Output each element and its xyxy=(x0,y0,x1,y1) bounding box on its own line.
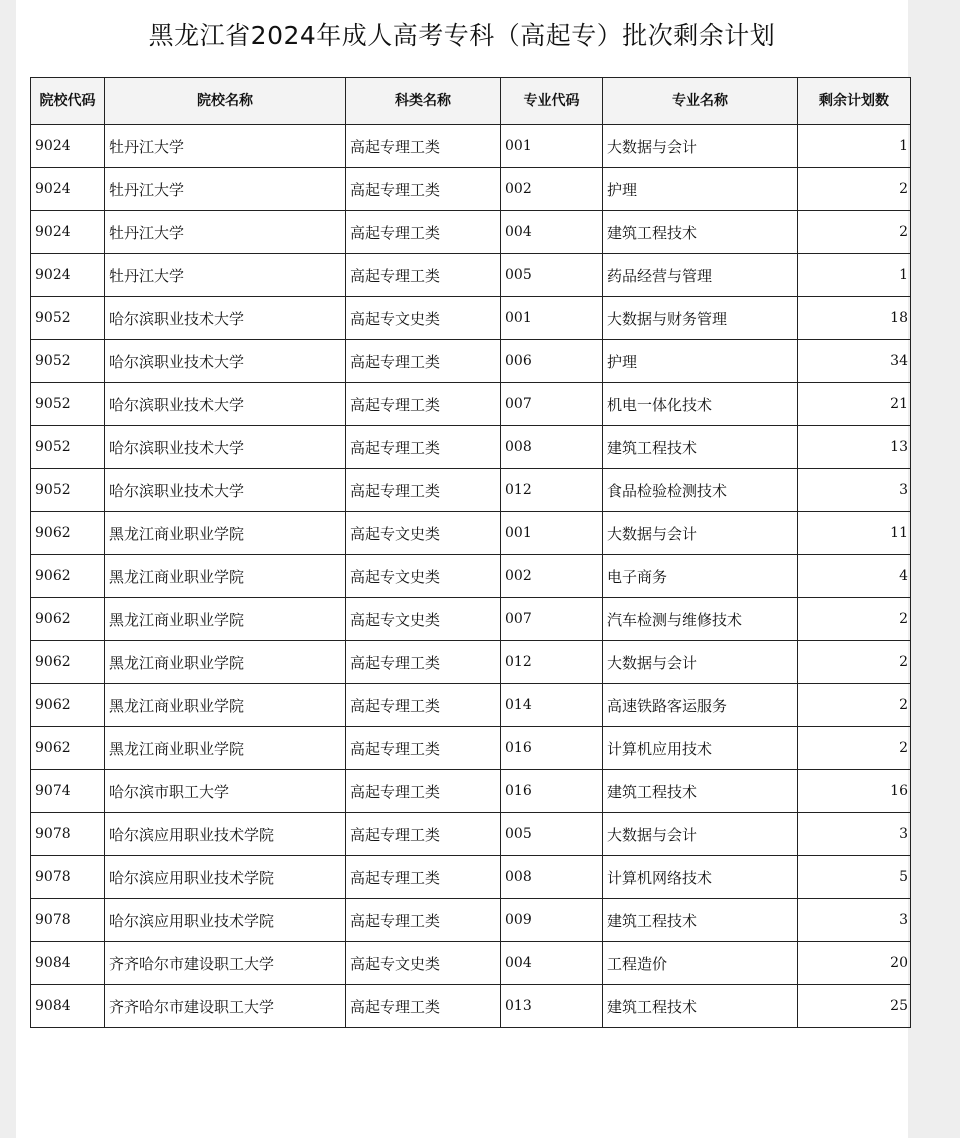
major-code-cell: 001 xyxy=(501,125,603,168)
category-cell: 高起专理工类 xyxy=(346,211,501,254)
major-name-cell: 电子商务 xyxy=(603,555,798,598)
school-name-cell: 黑龙江商业职业学院 xyxy=(105,727,346,770)
category-cell: 高起专理工类 xyxy=(346,985,501,1028)
school-name-cell: 哈尔滨职业技术大学 xyxy=(105,340,346,383)
major-code-cell: 013 xyxy=(501,985,603,1028)
header-remaining: 剩余计划数 xyxy=(798,78,911,125)
remaining-count-cell: 16 xyxy=(798,770,911,813)
major-name-cell: 建筑工程技术 xyxy=(603,899,798,942)
category-cell: 高起专文史类 xyxy=(346,297,501,340)
table-row xyxy=(31,125,911,168)
major-name-cell: 计算机网络技术 xyxy=(603,856,798,899)
school-name-cell: 黑龙江商业职业学院 xyxy=(105,598,346,641)
remaining-count-cell: 18 xyxy=(798,297,911,340)
remaining-count-cell: 5 xyxy=(798,856,911,899)
major-name-cell: 建筑工程技术 xyxy=(603,426,798,469)
header-school-code: 院校代码 xyxy=(31,78,105,125)
remaining-count-cell: 13 xyxy=(798,426,911,469)
school-code-cell: 9074 xyxy=(31,770,105,813)
table-row xyxy=(31,856,911,899)
category-cell: 高起专理工类 xyxy=(346,340,501,383)
header-category: 科类名称 xyxy=(346,78,501,125)
school-name-cell: 哈尔滨职业技术大学 xyxy=(105,426,346,469)
remaining-count-cell: 20 xyxy=(798,942,911,985)
school-name-cell: 齐齐哈尔市建设职工大学 xyxy=(105,985,346,1028)
major-code-cell: 002 xyxy=(501,555,603,598)
school-code-cell: 9024 xyxy=(31,125,105,168)
header-school-name: 院校名称 xyxy=(105,78,346,125)
table-row xyxy=(31,985,911,1028)
school-name-cell: 哈尔滨职业技术大学 xyxy=(105,383,346,426)
school-code-cell: 9062 xyxy=(31,641,105,684)
remaining-plan-table xyxy=(30,77,911,1028)
school-name-cell: 哈尔滨职业技术大学 xyxy=(105,297,346,340)
table-row xyxy=(31,211,911,254)
category-cell: 高起专理工类 xyxy=(346,856,501,899)
school-code-cell: 9062 xyxy=(31,684,105,727)
major-code-cell: 006 xyxy=(501,340,603,383)
school-code-cell: 9052 xyxy=(31,297,105,340)
table-row xyxy=(31,727,911,770)
major-code-cell: 008 xyxy=(501,856,603,899)
school-code-cell: 9078 xyxy=(31,813,105,856)
category-cell: 高起专文史类 xyxy=(346,598,501,641)
major-name-cell: 护理 xyxy=(603,168,798,211)
school-name-cell: 哈尔滨职业技术大学 xyxy=(105,469,346,512)
category-cell: 高起专理工类 xyxy=(346,770,501,813)
major-name-cell: 高速铁路客运服务 xyxy=(603,684,798,727)
school-code-cell: 9062 xyxy=(31,727,105,770)
major-code-cell: 007 xyxy=(501,383,603,426)
table-row xyxy=(31,469,911,512)
remaining-count-cell: 3 xyxy=(798,813,911,856)
major-name-cell: 建筑工程技术 xyxy=(603,211,798,254)
major-code-cell: 004 xyxy=(501,942,603,985)
school-name-cell: 哈尔滨市职工大学 xyxy=(105,770,346,813)
major-code-cell: 016 xyxy=(501,727,603,770)
major-code-cell: 014 xyxy=(501,684,603,727)
major-code-cell: 008 xyxy=(501,426,603,469)
remaining-count-cell: 34 xyxy=(798,340,911,383)
remaining-count-cell: 2 xyxy=(798,168,911,211)
remaining-count-cell: 2 xyxy=(798,684,911,727)
table-row xyxy=(31,254,911,297)
table-row xyxy=(31,942,911,985)
major-name-cell: 汽车检测与维修技术 xyxy=(603,598,798,641)
category-cell: 高起专理工类 xyxy=(346,125,501,168)
table-header-row xyxy=(31,78,911,125)
school-code-cell: 9062 xyxy=(31,512,105,555)
school-code-cell: 9084 xyxy=(31,985,105,1028)
school-name-cell: 牡丹江大学 xyxy=(105,254,346,297)
school-name-cell: 黑龙江商业职业学院 xyxy=(105,512,346,555)
table-row xyxy=(31,426,911,469)
remaining-count-cell: 21 xyxy=(798,383,911,426)
category-cell: 高起专理工类 xyxy=(346,383,501,426)
major-code-cell: 002 xyxy=(501,168,603,211)
school-code-cell: 9084 xyxy=(31,942,105,985)
major-code-cell: 001 xyxy=(501,297,603,340)
school-code-cell: 9024 xyxy=(31,211,105,254)
school-name-cell: 黑龙江商业职业学院 xyxy=(105,684,346,727)
table-row xyxy=(31,598,911,641)
school-code-cell: 9052 xyxy=(31,426,105,469)
remaining-count-cell: 25 xyxy=(798,985,911,1028)
category-cell: 高起专理工类 xyxy=(346,426,501,469)
table-row xyxy=(31,383,911,426)
remaining-count-cell: 2 xyxy=(798,211,911,254)
category-cell: 高起专文史类 xyxy=(346,942,501,985)
table-row xyxy=(31,684,911,727)
major-code-cell: 005 xyxy=(501,254,603,297)
remaining-count-cell: 1 xyxy=(798,125,911,168)
remaining-count-cell: 2 xyxy=(798,598,911,641)
category-cell: 高起专文史类 xyxy=(346,512,501,555)
school-code-cell: 9078 xyxy=(31,856,105,899)
major-name-cell: 大数据与会计 xyxy=(603,641,798,684)
school-name-cell: 黑龙江商业职业学院 xyxy=(105,555,346,598)
category-cell: 高起专文史类 xyxy=(346,555,501,598)
category-cell: 高起专理工类 xyxy=(346,168,501,211)
category-cell: 高起专理工类 xyxy=(346,813,501,856)
school-code-cell: 9062 xyxy=(31,598,105,641)
table-row xyxy=(31,813,911,856)
school-code-cell: 9024 xyxy=(31,254,105,297)
school-code-cell: 9052 xyxy=(31,469,105,512)
table-row xyxy=(31,555,911,598)
major-name-cell: 建筑工程技术 xyxy=(603,985,798,1028)
major-code-cell: 016 xyxy=(501,770,603,813)
major-code-cell: 001 xyxy=(501,512,603,555)
table-row xyxy=(31,899,911,942)
major-name-cell: 工程造价 xyxy=(603,942,798,985)
category-cell: 高起专理工类 xyxy=(346,684,501,727)
table-row xyxy=(31,770,911,813)
category-cell: 高起专理工类 xyxy=(346,254,501,297)
header-major-name: 专业名称 xyxy=(603,78,798,125)
school-name-cell: 牡丹江大学 xyxy=(105,211,346,254)
major-name-cell: 机电一体化技术 xyxy=(603,383,798,426)
category-cell: 高起专理工类 xyxy=(346,899,501,942)
school-name-cell: 哈尔滨应用职业技术学院 xyxy=(105,813,346,856)
page-title: 黑龙江省2024年成人高考专科（高起专）批次剩余计划 xyxy=(148,21,776,50)
remaining-count-cell: 3 xyxy=(798,899,911,942)
school-name-cell: 齐齐哈尔市建设职工大学 xyxy=(105,942,346,985)
major-name-cell: 建筑工程技术 xyxy=(603,770,798,813)
table-row xyxy=(31,512,911,555)
remaining-count-cell: 4 xyxy=(798,555,911,598)
remaining-count-cell: 1 xyxy=(798,254,911,297)
major-name-cell: 大数据与财务管理 xyxy=(603,297,798,340)
major-code-cell: 004 xyxy=(501,211,603,254)
major-name-cell: 大数据与会计 xyxy=(603,125,798,168)
remaining-count-cell: 3 xyxy=(798,469,911,512)
school-name-cell: 哈尔滨应用职业技术学院 xyxy=(105,899,346,942)
major-name-cell: 计算机应用技术 xyxy=(603,727,798,770)
major-name-cell: 大数据与会计 xyxy=(603,813,798,856)
major-name-cell: 药品经营与管理 xyxy=(603,254,798,297)
school-code-cell: 9052 xyxy=(31,340,105,383)
school-code-cell: 9062 xyxy=(31,555,105,598)
remaining-count-cell: 2 xyxy=(798,641,911,684)
major-code-cell: 012 xyxy=(501,641,603,684)
table-row xyxy=(31,340,911,383)
school-code-cell: 9052 xyxy=(31,383,105,426)
table-row xyxy=(31,641,911,684)
school-name-cell: 哈尔滨应用职业技术学院 xyxy=(105,856,346,899)
major-code-cell: 012 xyxy=(501,469,603,512)
school-name-cell: 牡丹江大学 xyxy=(105,125,346,168)
major-code-cell: 009 xyxy=(501,899,603,942)
major-code-cell: 007 xyxy=(501,598,603,641)
header-major-code: 专业代码 xyxy=(501,78,603,125)
major-name-cell: 护理 xyxy=(603,340,798,383)
remaining-count-cell: 2 xyxy=(798,727,911,770)
table-row xyxy=(31,297,911,340)
table-row xyxy=(31,168,911,211)
category-cell: 高起专理工类 xyxy=(346,469,501,512)
category-cell: 高起专理工类 xyxy=(346,641,501,684)
school-name-cell: 牡丹江大学 xyxy=(105,168,346,211)
category-cell: 高起专理工类 xyxy=(346,727,501,770)
school-name-cell: 黑龙江商业职业学院 xyxy=(105,641,346,684)
major-name-cell: 食品检验检测技术 xyxy=(603,469,798,512)
remaining-count-cell: 11 xyxy=(798,512,911,555)
major-code-cell: 005 xyxy=(501,813,603,856)
school-code-cell: 9078 xyxy=(31,899,105,942)
school-code-cell: 9024 xyxy=(31,168,105,211)
major-name-cell: 大数据与会计 xyxy=(603,512,798,555)
